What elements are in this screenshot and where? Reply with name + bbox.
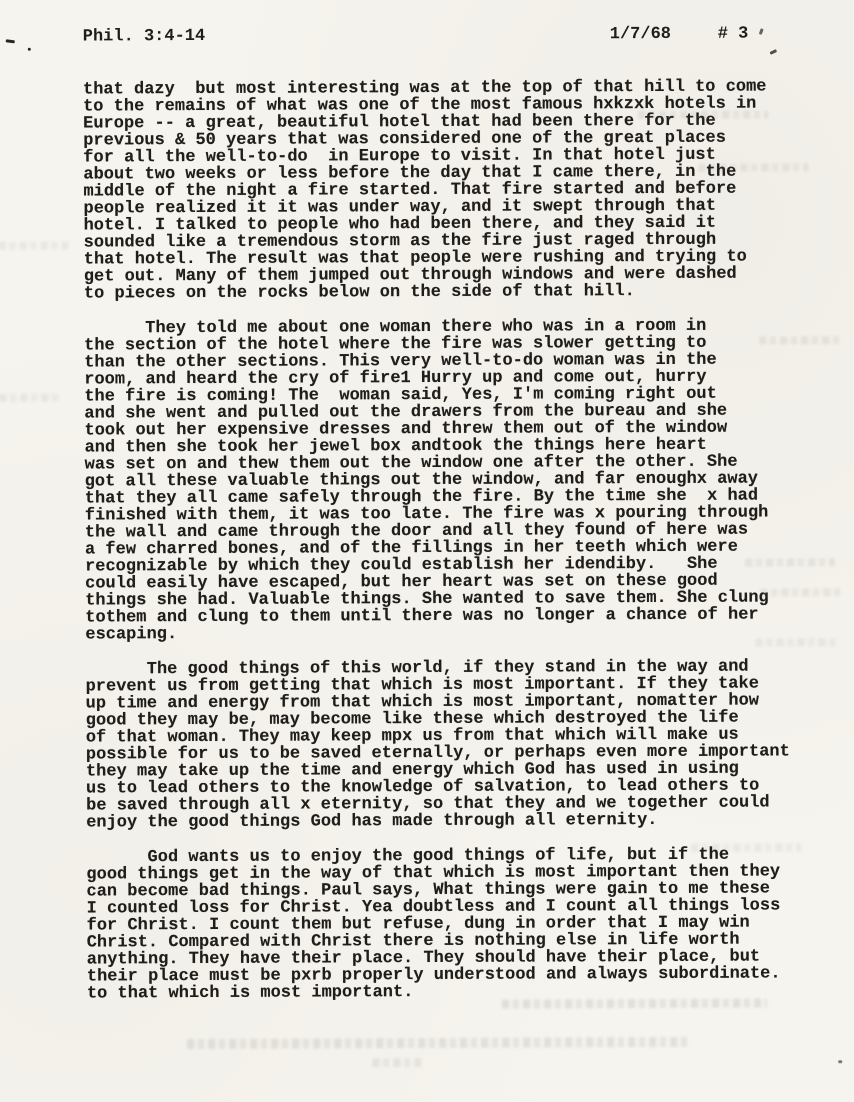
text-line: tothem and clung to them until there was no longer a chance of her bbox=[85, 605, 759, 628]
text-line: possible for us to be saved eternally, or perhaps even more important bbox=[85, 742, 790, 765]
bleed-through-smudge bbox=[187, 1037, 687, 1049]
text-line: The good things of this world, if they stand in the way and bbox=[85, 657, 749, 680]
text-line: that hotel. The result was that people were rushing and trying to bbox=[83, 247, 747, 270]
text-line: prevent us from getting that which is most important. If they take bbox=[85, 674, 759, 697]
text-line: things she had. Valuable things. She wanted to save them. She clung bbox=[85, 588, 769, 611]
page-header bbox=[0, 24, 852, 52]
text-line: that dazy but most interesting was at the top of that hill to come bbox=[82, 77, 767, 100]
paragraph-woman-in-room bbox=[84, 317, 815, 643]
text-line: get out. Many of them jumped out through windows and were dashed bbox=[83, 264, 737, 287]
text-line: took out her expensive dresses and threw them out of the window bbox=[84, 418, 728, 441]
text-line: good they may be, may become like these which destroyed the life bbox=[85, 708, 739, 731]
text-line: up time and energy from that which is most important, nomatter how bbox=[85, 691, 760, 714]
text-line: be saved through all x eternity, so that they and we together could bbox=[86, 793, 770, 816]
text-line: escaping. bbox=[85, 625, 178, 645]
text-line: to pieces on the rocks below on the side of that hill. bbox=[83, 282, 635, 304]
text-line: Christ. Compared with Christ there is nothing else in life worth bbox=[86, 930, 740, 953]
page-number: # 3 bbox=[717, 24, 749, 44]
text-line: got all these valuable things out the window, and far enoughx away bbox=[84, 469, 759, 492]
text-line: for all the well-to-do in Europe to visit. In that hotel just bbox=[83, 145, 716, 168]
text-line: that they all came safely through the fire. By the time she x had bbox=[84, 486, 759, 509]
text-line: enjoy the good things God has made through all eternity. bbox=[86, 810, 658, 833]
text-line: could easily have escaped, but her heart was set on these good bbox=[85, 571, 718, 594]
text-line: I counted loss for Christ. Yea doubtless and I count all things loss bbox=[86, 896, 781, 919]
text-line: previous & 50 years that was considered one of the great places bbox=[83, 128, 726, 151]
text-line: to the remains of what was one of the most famous hxkzxk hotels in bbox=[83, 94, 757, 117]
bleed-through-smudge bbox=[760, 588, 840, 596]
text-line: people realized it it was under way, and it swept through that bbox=[83, 196, 717, 219]
ink-speck bbox=[838, 1060, 842, 1063]
bleed-through-smudge bbox=[691, 843, 801, 851]
bleed-through-smudge bbox=[502, 999, 767, 1009]
text-line: can become bad things. Paul says, What things were gain to me these bbox=[86, 879, 771, 902]
text-line: was set on and thew them out the window one after the other. She bbox=[84, 452, 738, 475]
text-line: Europe -- a great, beautiful hotel that had been there for the bbox=[83, 111, 716, 134]
text-line: and then she took her jewel box andtook the things here heart bbox=[84, 435, 707, 458]
sermon-body bbox=[83, 78, 817, 1020]
text-line: recognizable by which they could establish her idendiby. She bbox=[85, 554, 718, 577]
bleed-through-smudge bbox=[745, 558, 835, 566]
bleed-through-smudge bbox=[638, 111, 768, 120]
text-line: a few charred bones, and of the fillings in her teeth which were bbox=[84, 537, 738, 560]
text-line: room, and heard the cry of fire1 Hurry up and come out, hurry bbox=[84, 367, 707, 390]
text-line: their place must be pxrb properly understood and always subordinate. bbox=[86, 964, 781, 987]
text-line: the wall and came through the door and all they found of here was bbox=[84, 520, 749, 543]
bleed-through-smudge bbox=[0, 394, 59, 402]
paragraph-good-things-of-world bbox=[85, 658, 816, 831]
bleed-through-smudge bbox=[372, 1058, 422, 1067]
text-line: us to lead others to the knowledge of salvation, to lead others to bbox=[85, 776, 760, 799]
text-line: the section of the hotel where the fire was slower getting to bbox=[84, 333, 707, 356]
text-line: to that which is most important. bbox=[86, 983, 414, 1004]
ink-speck bbox=[28, 48, 31, 51]
bleed-through-smudge bbox=[0, 242, 69, 250]
text-line: the fire is coming! The woman said, Yes, I'm coming right out bbox=[84, 384, 717, 407]
sermon-date: 1/7/68 bbox=[609, 24, 672, 45]
paragraph-god-wants-us bbox=[86, 846, 817, 1002]
text-line: They told me about one woman there who was in a room in bbox=[83, 316, 707, 339]
text-line: than the other sections. This very well-to-do woman was in the bbox=[84, 350, 717, 373]
text-line: sounded like a tremendous storm as the fire just raged through bbox=[83, 230, 717, 253]
bleed-through-smudge bbox=[698, 163, 808, 171]
text-line: for Christ. I count them but refuse, dung in order that I may win bbox=[86, 913, 750, 936]
text-line: middle of the night a fire started. That fire started and before bbox=[83, 179, 737, 202]
text-line: anything. They have their place. They should have their place, but bbox=[86, 947, 761, 970]
text-line: finished with them, it was too late. The fire was x pouring through bbox=[84, 503, 769, 526]
ink-speck bbox=[770, 49, 778, 55]
text-line: about two weeks or less before the day that I came there, in the bbox=[83, 162, 737, 185]
bleed-through-smudge bbox=[759, 336, 839, 344]
text-line: and she went and pulled out the drawers from the bureau and she bbox=[84, 401, 728, 424]
scripture-reference: Phil. 3:4-14 bbox=[82, 26, 206, 47]
text-line: of that woman. They may keep mpx us from that which will make us bbox=[85, 725, 739, 748]
bleed-through-smudge bbox=[755, 638, 835, 646]
text-line: hotel. I talked to people who had been there, and they said it bbox=[83, 213, 717, 236]
text-line: God wants us to enjoy the good things of life, but if the bbox=[86, 845, 730, 868]
text-line: good things get in the way of that which is most important then they bbox=[86, 862, 781, 885]
text-line: they may take up the time and energy which God has used in using bbox=[85, 759, 739, 782]
